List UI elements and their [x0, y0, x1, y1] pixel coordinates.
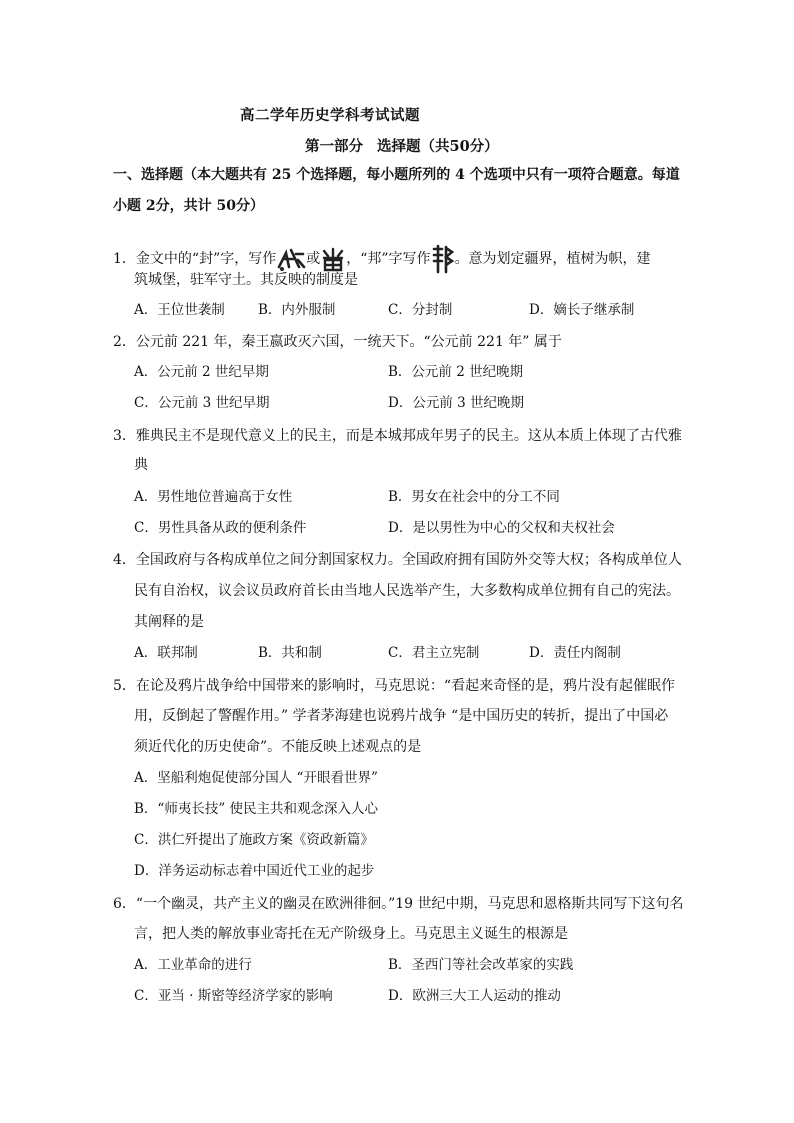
question-1-option-b: B．内外服制	[258, 302, 336, 318]
question-4-stem-line-3: 其阐释的是	[134, 614, 204, 630]
question-6-option-a: A．工业革命的进行	[134, 957, 252, 973]
feng-glyph-1-icon	[276, 245, 306, 273]
question-4-option-b: B．共和制	[258, 645, 322, 661]
question-3-option-d: D．是以男性为中心的父权和夫权社会	[388, 520, 615, 536]
question-4-option-a: A．联邦制	[134, 645, 198, 661]
question-3-option-a: A．男性地位普遍高于女性	[134, 489, 293, 505]
question-6-option-d: D．欧洲三大工人运动的推动	[388, 988, 561, 1004]
part-subtitle: 选择题（共50分）	[377, 138, 499, 155]
question-5-stem-line-2: 用，反倒起了警醒作用。” 学者茅海建也说鸦片战争 “是中国历史的转折，提出了中国必	[134, 708, 669, 724]
question-5-option-b: B．“师夷长技” 使民主共和观念深入人心	[134, 801, 379, 817]
page-title: 高二学年历史学科考试试题	[240, 107, 420, 124]
question-5-stem: 5．在论及鸦片战争给中国带来的影响时，马克思说：“看起来奇怪的是，鸦片没有起催眠作	[113, 678, 676, 694]
question-6-option-c: C．亚当 · 斯密等经济学家的影响	[134, 988, 333, 1004]
question-1-option-a: A．王位世袭制	[134, 302, 225, 318]
question-2-option-c: C．公元前 3 世纪早期	[134, 395, 270, 411]
part-label: 第一部分	[305, 138, 363, 155]
question-3-stem: 3．雅典民主不是现代意义上的民主，而是本城邦成年男子的民主。这从本质上体现了古代雅	[113, 428, 682, 444]
question-2-option-a: A．公元前 2 世纪早期	[134, 364, 269, 380]
question-5-stem-line-3: 须近代化的历史使命”。不能反映上述观点的是	[134, 739, 422, 755]
question-6-stem-line-2: 言，把人类的解放事业寄托在无产阶级身上。马克思主义诞生的根源是	[134, 926, 568, 942]
question-1-option-c: C．分封制	[388, 302, 453, 318]
bang-glyph-icon	[431, 244, 455, 274]
question-1-stem-line-2: 筑城堡，驻军守土。其反映的制度是	[134, 272, 358, 288]
feng-glyph-2-icon	[320, 246, 346, 272]
question-3-option-c: C．男性具备从政的便利条件	[134, 520, 307, 536]
question-1-stem: 1．金文中的“封”字，写作 或 ，“邦”字写作 。意为划定疆界，植树为帜，建	[113, 244, 651, 274]
question-4-option-d: D．责任内阁制	[529, 645, 621, 661]
question-4-stem-line-2: 民有自治权，议会议员政府首长由当地人民选举产生，大多数构成单位拥有自己的宪法。	[134, 583, 680, 599]
question-3-option-b: B．男女在社会中的分工不同	[388, 489, 560, 505]
question-6-stem: 6．“一个幽灵，共产主义的幽灵在欧洲徘徊。”19 世纪中期，马克思和恩格斯共同写下这句名	[113, 896, 684, 912]
question-5-option-a: A．坚船利炮促使部分国人 “开眼看世界”	[134, 770, 378, 786]
question-6-option-b: B．圣西门等社会改革家的实践	[388, 957, 574, 973]
question-3-stem-line-2: 典	[134, 457, 148, 473]
question-1-option-d: D．嫡长子继承制	[529, 302, 635, 318]
part-heading	[305, 135, 499, 156]
question-2-option-b: B．公元前 2 世纪晚期	[388, 364, 524, 380]
question-5-option-d: D．洋务运动标志着中国近代工业的起步	[134, 863, 375, 879]
question-4-option-c: C．君主立宪制	[388, 645, 480, 661]
question-5-option-c: C．洪仁歼提出了施政方案《资政新篇》	[134, 832, 374, 848]
section-heading: 一、选择题（本大题共有 25 个选择题，每小题所列的 4 个选项中只有一项符合题意。每道小题 2分，共计 50分）	[113, 167, 680, 214]
question-2-option-d: D．公元前 3 世纪晚期	[388, 395, 524, 411]
question-4-stem: 4．全国政府与各构成单位之间分割国家权力。全国政府拥有国防外交等大权；各构成单位人	[113, 552, 682, 568]
question-2-stem: 2．公元前 221 年，秦王嬴政灭六国，一统天下。“公元前 221 年” 属于	[113, 334, 562, 350]
